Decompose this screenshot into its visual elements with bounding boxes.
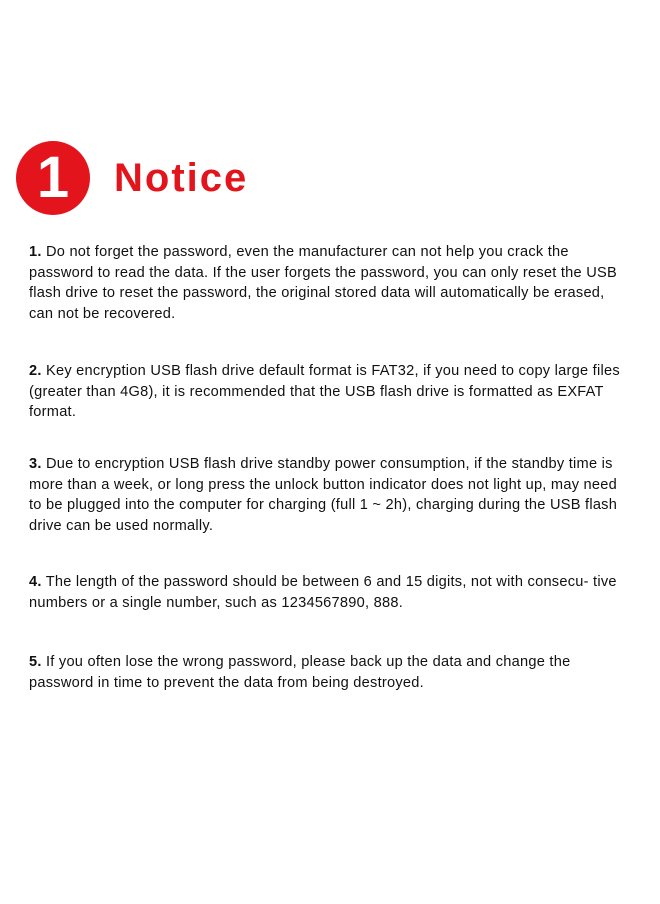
notice-number: 3. <box>29 456 42 472</box>
notice-text: Do not forget the password, even the manufacturer can not help you crack the password to read the data. If the user forgets the password, you can only reset the USB flash drive to reset the password, the original stored data will automatically be erased, can not be recovered. <box>29 244 617 323</box>
notice-text: Due to encryption USB flash drive standby power consumption, if the standby time is more than a week, or long press the unlock button indicator does not light up, may need to be plugged into the computer for charging (full 1 ~ 2h), charging during the USB flash drive can be used normally. <box>29 456 618 535</box>
section-number-badge: 1 <box>16 141 90 215</box>
notice-number: 2. <box>29 363 42 379</box>
page-title: Notice <box>114 155 249 200</box>
notice-number: 1. <box>29 244 42 260</box>
notice-header <box>16 140 248 216</box>
notice-text: The length of the password should be between 6 and 15 digits, not with consecu- tive numbers or a single number, such as 1234567890, 888. <box>29 574 617 611</box>
notice-item-2 <box>29 361 633 423</box>
notice-item-3 <box>29 454 633 537</box>
notice-text: Key encryption USB flash drive default format is FAT32, if you need to copy large files (greater than 4G8), it is recommended that the USB flash drive is formatted as EXFAT format. <box>29 363 620 421</box>
notice-text: If you often lose the wrong password, please back up the data and change the password in time to prevent the data from being destroyed. <box>29 654 571 691</box>
notice-number: 5. <box>29 654 42 670</box>
notice-item-4 <box>29 572 633 613</box>
notice-number: 4. <box>29 574 42 590</box>
notice-item-5 <box>29 652 633 693</box>
notice-item-1 <box>29 242 633 325</box>
